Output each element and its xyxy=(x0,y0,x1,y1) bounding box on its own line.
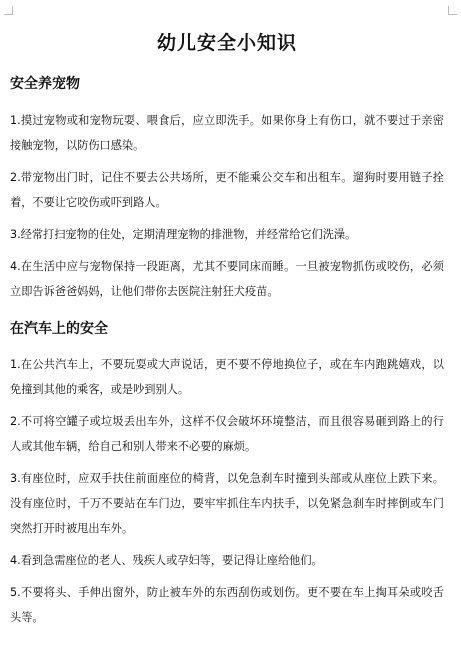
paragraph: 1.摸过宠物或和宠物玩耍、喂食后，应立即洗手。如果你身上有伤口，就不要过于亲密接触宠物，以防伤口感染。 xyxy=(10,114,444,152)
paragraph: 2.带宠物出门时，记住不要去公共场所，更不能乘公交车和出租车。遛狗时要用链子拴着，不要让它咬伤或吓到路人。 xyxy=(10,171,444,209)
paragraph: 4.在生活中应与宠物保持一段距离，尤其不要同床而睡。一旦被宠物抓伤或咬伤，必须立即告诉爸爸妈妈，让他们带你去医院注射狂犬疫苗。 xyxy=(10,260,444,298)
paragraph: 4.看到急需座位的老人、残疾人或孕妇等，要记得让座给他们。 xyxy=(10,554,323,567)
section-car-safety xyxy=(10,319,444,630)
section-heading: 在汽车上的安全 xyxy=(10,321,108,337)
page-corner-mark-right xyxy=(448,6,457,15)
section-pet-safety xyxy=(10,74,444,304)
paragraph: 2.不可将空罐子或垃圾丢出车外，这样不仅会破坏环境整洁，而且很容易砸到路上的行人或其他车辆，给自己和别人带来不必要的麻烦。 xyxy=(10,415,444,453)
paragraph: 5.不要将头、手伸出窗外，防止被车外的东西刮伤或划伤。更不要在车上掏耳朵或咬舌头等。 xyxy=(10,586,444,624)
document-title: 幼儿安全小知识 xyxy=(156,32,297,54)
paragraph: 3.有座位时，应双手扶住前面座位的椅背，以免急刹车时撞到头部或从座位上跌下来。没有座位时，千万不要站在车门边，要牢牢抓住车内扶手，以免紧急刹车时摔倒或车门突然打开时被甩出车外。 xyxy=(10,472,444,535)
paragraph: 3.经常打扫宠物的住处，定期清理宠物的排泄物，并经常给它们洗澡。 xyxy=(10,228,357,241)
section-heading: 安全养宠物 xyxy=(10,76,80,92)
paragraph: 1.在公共汽车上，不要玩耍或大声说话，更不要不停地换位子，或在车内跑跳嬉戏，以免撞到其他的乘客，或是吵到别人。 xyxy=(10,358,444,396)
page-corner-mark-left xyxy=(4,6,13,15)
